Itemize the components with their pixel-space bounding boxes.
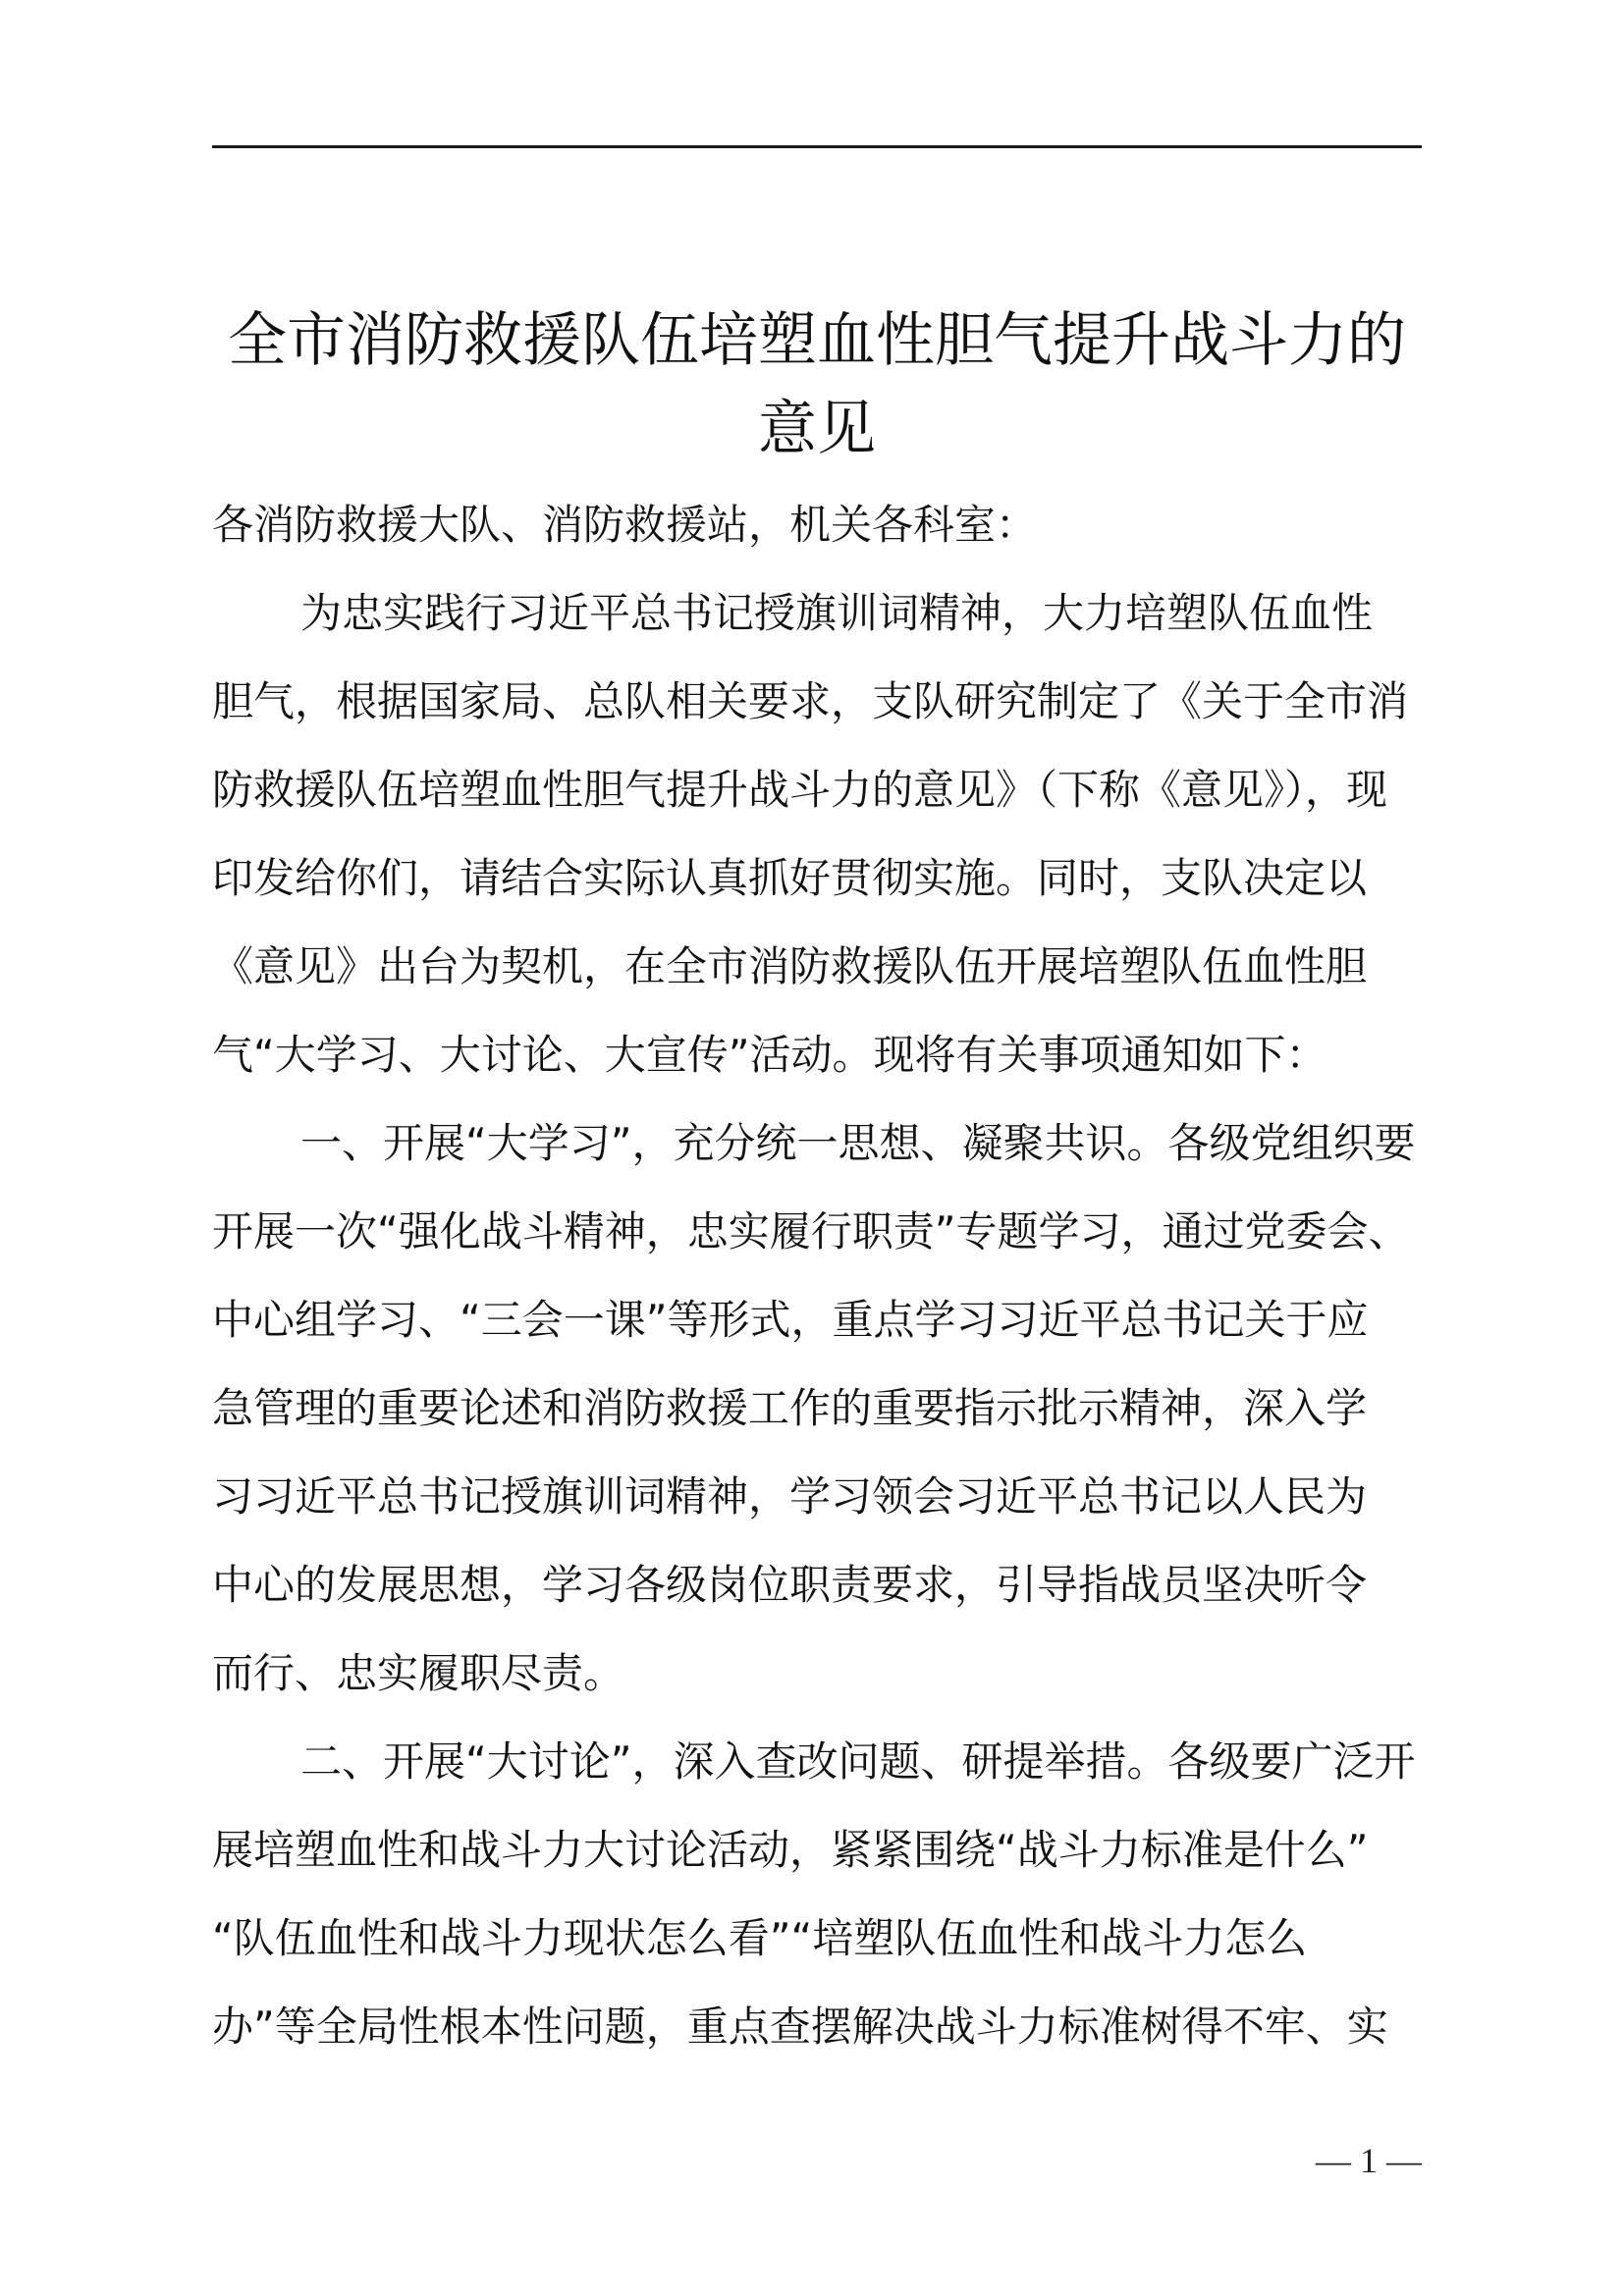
paragraph-line: 气“大学习、大讨论、大宣传”活动。现将有关事项通知如下： — [212, 1031, 1327, 1079]
paragraph-line: 防救援队伍培塑血性胆气提升战斗力的意见》（下称《意见》），现 — [212, 766, 1388, 814]
paragraph-line: 胆气，根据国家局、总队相关要求，支队研究制定了《关于全市消 — [212, 677, 1409, 725]
section-two-line: 办”等全局性根本性问题，重点查摆解决战斗力标准树得不牢、实 — [212, 2002, 1388, 2051]
paragraph-line: 印发给你们，请结合实际认真抓好贯彻实施。同时，支队决定以 — [212, 854, 1368, 902]
salutation: 各消防救援大队、消防救援站，机关各科室： — [212, 501, 1038, 549]
section-one-line: 习习近平总书记授旗训词精神，学习领会习近平总书记以人民为 — [212, 1472, 1368, 1521]
section-one-line: 急管理的重要论述和消防救援工作的重要指示批示精神，深入学 — [212, 1384, 1368, 1432]
header-rule — [212, 145, 1422, 148]
section-one-line: 而行、忠实履职尽责。 — [212, 1649, 625, 1697]
section-one-line: 一、开展“大学习”，充分统一思想、凝聚共识。各级党组织要 — [300, 1119, 1416, 1167]
section-two-line: 二、开展“大讨论”，深入查改问题、研提举措。各级要广泛开 — [300, 1737, 1416, 1786]
document-title — [212, 296, 1422, 473]
section-one-line: 中心组学习、“三会一课”等形式，重点学习习近平总书记关于应 — [212, 1296, 1369, 1344]
section-one-line: 开展一次“强化战斗精神，忠实履行职责”专题学习，通过党委会、 — [212, 1207, 1410, 1255]
section-two-line: “队伍血性和战斗力现状怎么看”“培塑队伍血性和战斗力怎么 — [212, 1914, 1308, 1962]
title-line-2: 意见 — [758, 395, 876, 463]
title-line-1: 全市消防救援队伍培塑血性胆气提升战斗力的 — [228, 306, 1406, 375]
section-one-line: 中心的发展思想，学习各级岗位职责要求，引导指战员坚决听令 — [212, 1561, 1368, 1609]
section-two-line: 展培塑血性和战斗力大讨论活动，紧紧围绕“战斗力标准是什么” — [212, 1826, 1369, 1874]
paragraph-line: 《意见》出台为契机，在全市消防救援队伍开展培塑队伍血性胆 — [212, 942, 1368, 990]
document-body — [212, 481, 1422, 2071]
page-number: — 1 — — [1316, 2141, 1422, 2180]
paragraph-line: 为忠实践行习近平总书记授旗训词精神，大力培塑队伍血性 — [300, 589, 1374, 637]
